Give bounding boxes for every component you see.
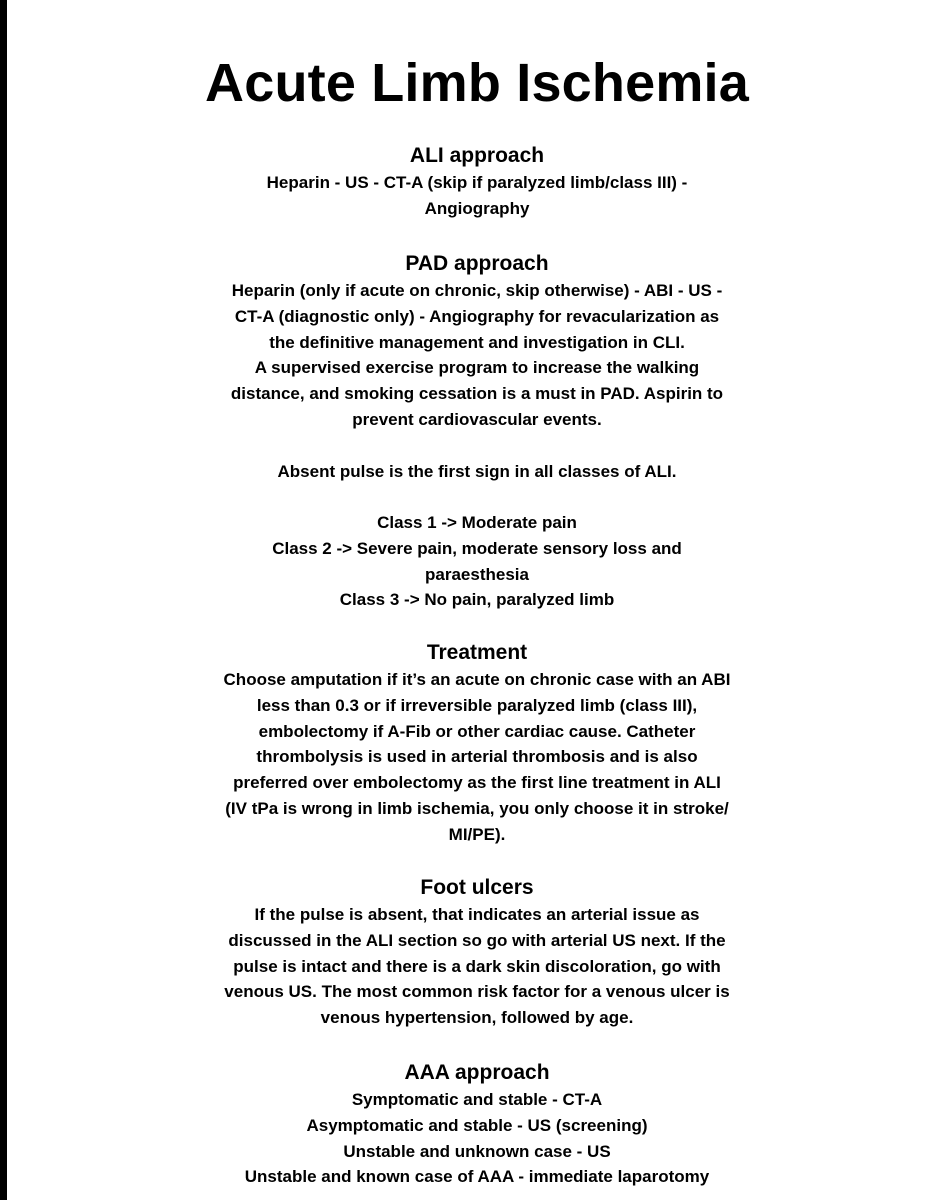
pad-approach-line: Heparin (only if acute on chronic, skip otherwise) - ABI - US - (231, 281, 723, 300)
foot-ulcers-heading: Foot ulcers (420, 876, 534, 899)
ali-classes-section (157, 510, 797, 613)
treatment-line: less than 0.3 or if irreversible paralyzed limb (class III), (256, 695, 698, 715)
foot-ulcers-line: venous hypertension, followed by age. (320, 1008, 634, 1028)
document-page (7, 0, 947, 1200)
aaa-approach-section (157, 1059, 797, 1190)
treatment-line: MI/PE). (448, 824, 506, 844)
treatment-line: (IV tPa is wrong in limb ischemia, you only choose it in stroke/ (225, 798, 729, 818)
pad-approach-line: prevent cardiovascular events. (352, 409, 602, 429)
pad-approach-line: CT-A (diagnostic only) - Angiography for revacularization as (234, 306, 720, 326)
ali-class-line: Class 3 -> No pain, paralyzed limb (339, 590, 615, 610)
ali-class-line: paraesthesia (425, 564, 529, 584)
pad-approach-heading: PAD approach (405, 252, 549, 275)
treatment-heading: Treatment (426, 641, 528, 664)
treatment-line: embolectomy if A-Fib or other cardiac cause. Catheter (258, 721, 696, 741)
pad-approach-line: the definitive management and investigation in CLI. (269, 332, 685, 352)
foot-ulcers-line: venous US. The most common risk factor for a venous ulcer is (224, 982, 730, 1002)
foot-ulcers-section (157, 874, 797, 1031)
aaa-approach-line: Unstable and known case of AAA - immediate laparotomy (244, 1167, 710, 1187)
pad-approach-line: distance, and smoking cessation is a must in PAD. Aspirin to (230, 384, 724, 404)
aaa-approach-line: Unstable and unknown case - US (343, 1141, 611, 1161)
foot-ulcers-line: If the pulse is absent, that indicates an arterial issue as (254, 905, 700, 924)
treatment-section (157, 639, 797, 848)
ali-approach-line: Heparin - US - CT-A (skip if paralyzed limb/class III) - (266, 173, 688, 192)
ali-approach-heading: ALI approach (409, 144, 545, 167)
absent-pulse-line: Absent pulse is the first sign in all classes of ALI. (277, 462, 677, 481)
foot-ulcers-line: pulse is intact and there is a dark skin discoloration, go with (233, 956, 721, 976)
aaa-approach-heading: AAA approach (404, 1061, 550, 1084)
ali-approach-line: Angiography (424, 198, 530, 218)
absent-pulse-section (157, 459, 797, 485)
foot-ulcers-line: discussed in the ALI section so go with arterial US next. If the (228, 930, 726, 950)
treatment-line: Choose amputation if it’s an acute on chronic case with an ABI (223, 670, 731, 689)
aaa-approach-line: Symptomatic and stable - CT-A (351, 1090, 603, 1109)
ali-approach-section (157, 142, 797, 222)
page-title: Acute Limb Ischemia (205, 53, 749, 113)
treatment-line: thrombolysis is used in arterial thrombosis and is also (256, 747, 698, 767)
ali-class-line: Class 1 -> Moderate pain (377, 513, 577, 532)
pad-approach-section (157, 250, 797, 433)
aaa-approach-line: Asymptomatic and stable - US (screening) (306, 1115, 648, 1135)
ali-class-line: Class 2 -> Severe pain, moderate sensory loss and (272, 538, 682, 558)
pad-approach-line: A supervised exercise program to increase the walking (254, 358, 700, 378)
treatment-line: preferred over embolectomy as the first line treatment in ALI (233, 773, 721, 793)
